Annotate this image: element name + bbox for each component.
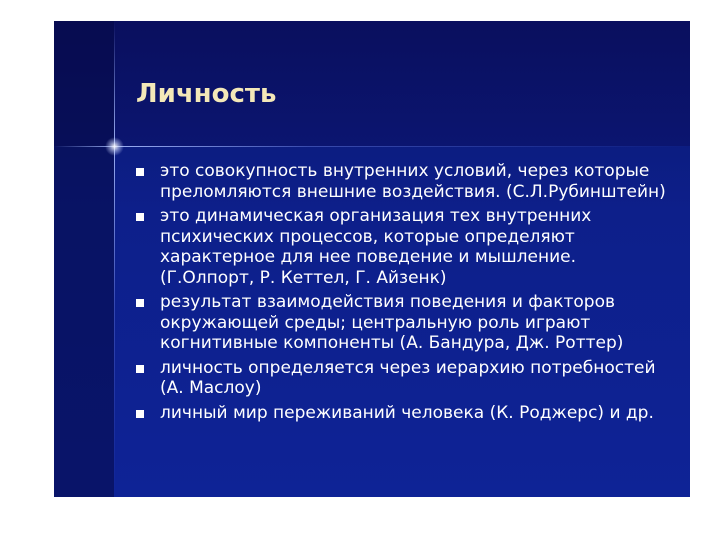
- square-bullet-icon: [136, 213, 144, 221]
- slide-title: Личность: [136, 79, 277, 109]
- slide: [54, 21, 690, 497]
- bullet-text: личный мир переживаний человека (К. Роджерс) и др.: [160, 402, 654, 423]
- bullet-item: [134, 403, 674, 424]
- bullet-text: это динамическая организация тех внутренних психических процессов, которые определяют характерное для нее поведение и мышление. (Г.Олпорт, Р. Кеттел, Г. Айзенк): [160, 206, 592, 288]
- bullet-item: [134, 161, 674, 202]
- bullet-list: [134, 161, 674, 427]
- bullet-item: [134, 292, 674, 354]
- decorative-horizontal-line: [54, 146, 690, 147]
- bullet-text: результат взаимодействия поведения и факторов окружающей среды; центральную роль играют когнитивные компоненты (А. Бандура, Дж. Роттер): [160, 292, 624, 353]
- square-bullet-icon: [136, 168, 144, 176]
- sparkle-icon: [105, 137, 124, 156]
- bullet-item: [134, 358, 674, 399]
- bullet-item: [134, 206, 674, 288]
- square-bullet-icon: [136, 410, 144, 418]
- decorative-vertical-line: [114, 21, 115, 497]
- bullet-text: это совокупность внутренних условий, через которые преломляются внешние воздействия. (С.Л.Рубинштейн): [160, 161, 666, 202]
- square-bullet-icon: [136, 365, 144, 373]
- square-bullet-icon: [136, 299, 144, 307]
- left-band: [54, 21, 114, 497]
- bullet-text: личность определяется через иерархию потребностей (А. Маслоу): [160, 357, 656, 398]
